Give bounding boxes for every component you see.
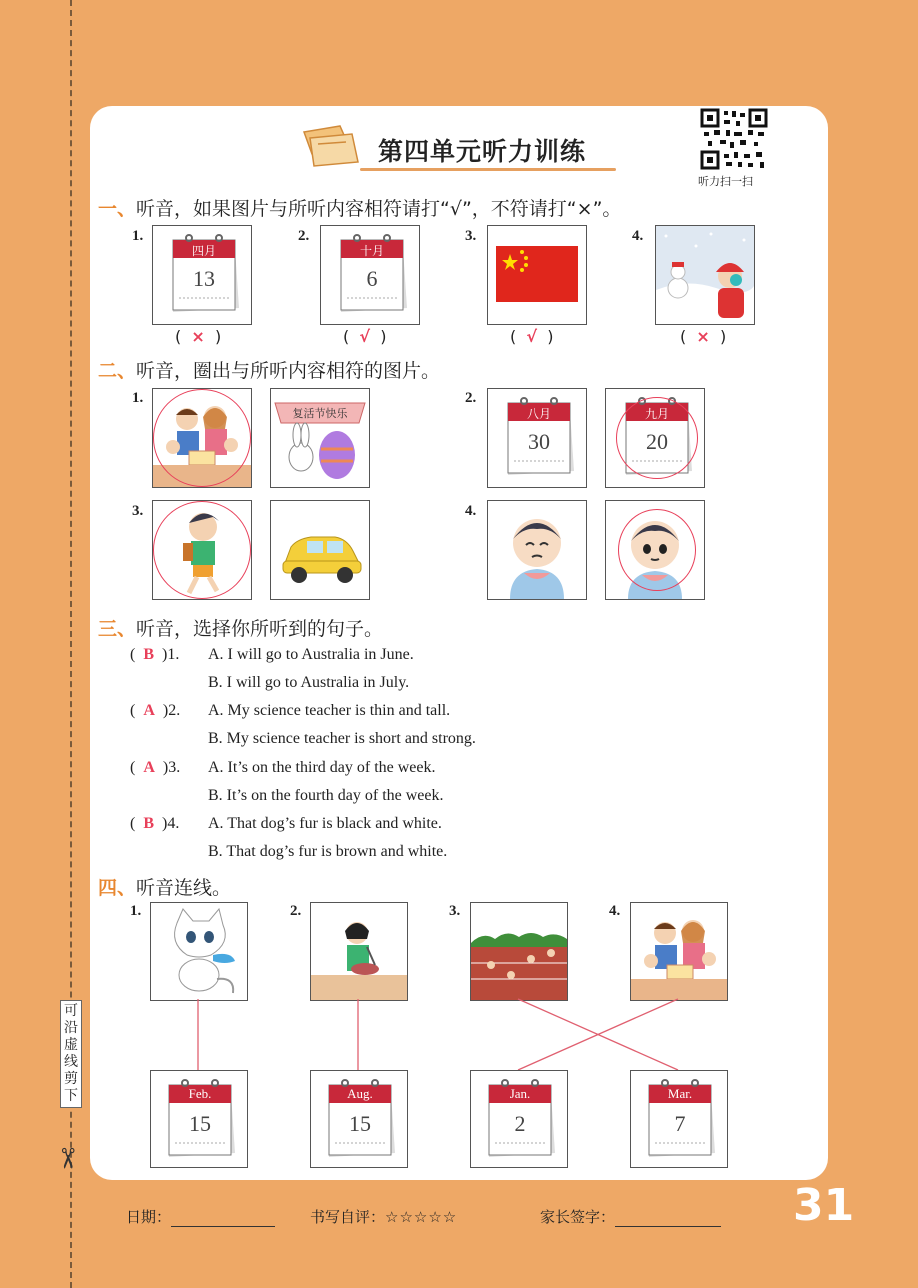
calendar-day: 7 xyxy=(674,1111,686,1136)
answer-mark: √ xyxy=(359,327,371,346)
option-b: B. My science teacher is short and strong. xyxy=(208,730,476,747)
answer-slot[interactable]: ( √ ) xyxy=(510,327,554,346)
calendar-day: 13 xyxy=(193,266,215,291)
option-a: A. My science teacher is thin and tall. xyxy=(208,702,451,719)
calendar-month: 四月 xyxy=(191,244,216,258)
qr-label: 听力扫一扫 xyxy=(698,175,753,188)
calendar-day: 20 xyxy=(646,429,668,454)
section-text: 听音连线。 xyxy=(136,877,232,899)
item-number: 3. xyxy=(132,503,144,519)
item-number: 4. xyxy=(609,903,621,919)
answer-choice[interactable]: ( B )1. xyxy=(130,646,180,663)
calendar-day: 2 xyxy=(514,1111,526,1136)
item-number: 2. xyxy=(465,390,477,406)
answer-choice[interactable]: ( B )4. xyxy=(130,815,180,832)
item-number: 3. xyxy=(449,903,461,919)
date-label: 日期： xyxy=(126,1208,172,1226)
item-number: 4. xyxy=(465,503,477,519)
calendar-month: 九月 xyxy=(644,407,669,421)
date-field[interactable] xyxy=(126,1206,275,1227)
item-number: 3. xyxy=(465,228,477,244)
calendar-card xyxy=(150,1070,248,1168)
option-a: A. That dog’s fur is black and white. xyxy=(208,815,442,832)
scissors-icon: ✂ xyxy=(51,1146,85,1171)
rating-stars[interactable]: ☆☆☆☆☆ xyxy=(385,1208,458,1226)
item-number: 1. xyxy=(132,390,144,406)
calendar-day: 15 xyxy=(189,1111,211,1136)
section-text: 听音，选择你所听到的句子。 xyxy=(136,618,384,640)
writing-self-eval xyxy=(310,1206,457,1227)
answer-slot[interactable]: ( √ ) xyxy=(343,327,387,346)
calendar-card xyxy=(630,1070,728,1168)
calendar-month: Jan. xyxy=(509,1086,531,1101)
answer-slot[interactable]: ( × ) xyxy=(680,327,727,346)
answer-mark: × xyxy=(191,327,205,346)
calendar-month: 八月 xyxy=(526,407,551,421)
answer-slot[interactable]: ( × ) xyxy=(175,327,222,346)
parent-label: 家长签字： xyxy=(540,1208,616,1226)
section-text: 听音，圈出与所听内容相符的图片。 xyxy=(136,360,441,382)
calendar-month: Feb. xyxy=(188,1086,212,1101)
cut-label: 可沿虚线剪下 xyxy=(60,1000,82,1108)
answer-choice[interactable]: ( A )2. xyxy=(130,702,181,719)
calendar-card xyxy=(470,1070,568,1168)
option-b: B. That dog’s fur is brown and white. xyxy=(208,843,448,860)
calendar-day: 30 xyxy=(528,429,550,454)
calendar-month: 十月 xyxy=(359,244,384,258)
date-blank[interactable] xyxy=(171,1208,275,1227)
item-number: 1. xyxy=(130,903,142,919)
calendar-day: 15 xyxy=(349,1111,371,1136)
section-number: 一、 xyxy=(98,198,137,220)
option-a: A. I will go to Australia in June. xyxy=(208,646,414,663)
answer-choice[interactable]: ( A )3. xyxy=(130,759,181,776)
item-number: 1. xyxy=(132,228,144,244)
option-a: A. It’s on the third day of the week. xyxy=(208,759,436,776)
calendar-card xyxy=(310,1070,408,1168)
item-number: 2. xyxy=(290,903,302,919)
answer-mark: × xyxy=(696,327,710,346)
easter-banner-text: 复活节快乐 xyxy=(292,407,348,420)
page-number: 31 xyxy=(793,1180,855,1231)
section-text: 听音，如果图片与所听内容相符请打“√”，不符请打“×”。 xyxy=(136,198,622,220)
item-number: 2. xyxy=(298,228,310,244)
parent-signature[interactable] xyxy=(540,1206,721,1227)
section-number: 二、 xyxy=(98,360,137,382)
option-b: B. It’s on the fourth day of the week. xyxy=(208,787,444,804)
option-b: B. I will go to Australia in July. xyxy=(208,674,410,691)
section-number: 三、 xyxy=(98,618,137,640)
writing-label: 书写自评： xyxy=(310,1208,386,1226)
item-number: 4. xyxy=(632,228,644,244)
signature-blank[interactable] xyxy=(615,1208,721,1227)
section-number: 四、 xyxy=(98,877,137,899)
title-text: 第四单元听力训练 xyxy=(378,137,587,166)
calendar-month: Aug. xyxy=(347,1086,373,1101)
calendar-month: Mar. xyxy=(667,1086,693,1101)
calendar-day: 6 xyxy=(366,266,378,291)
answer-mark: √ xyxy=(526,327,538,346)
